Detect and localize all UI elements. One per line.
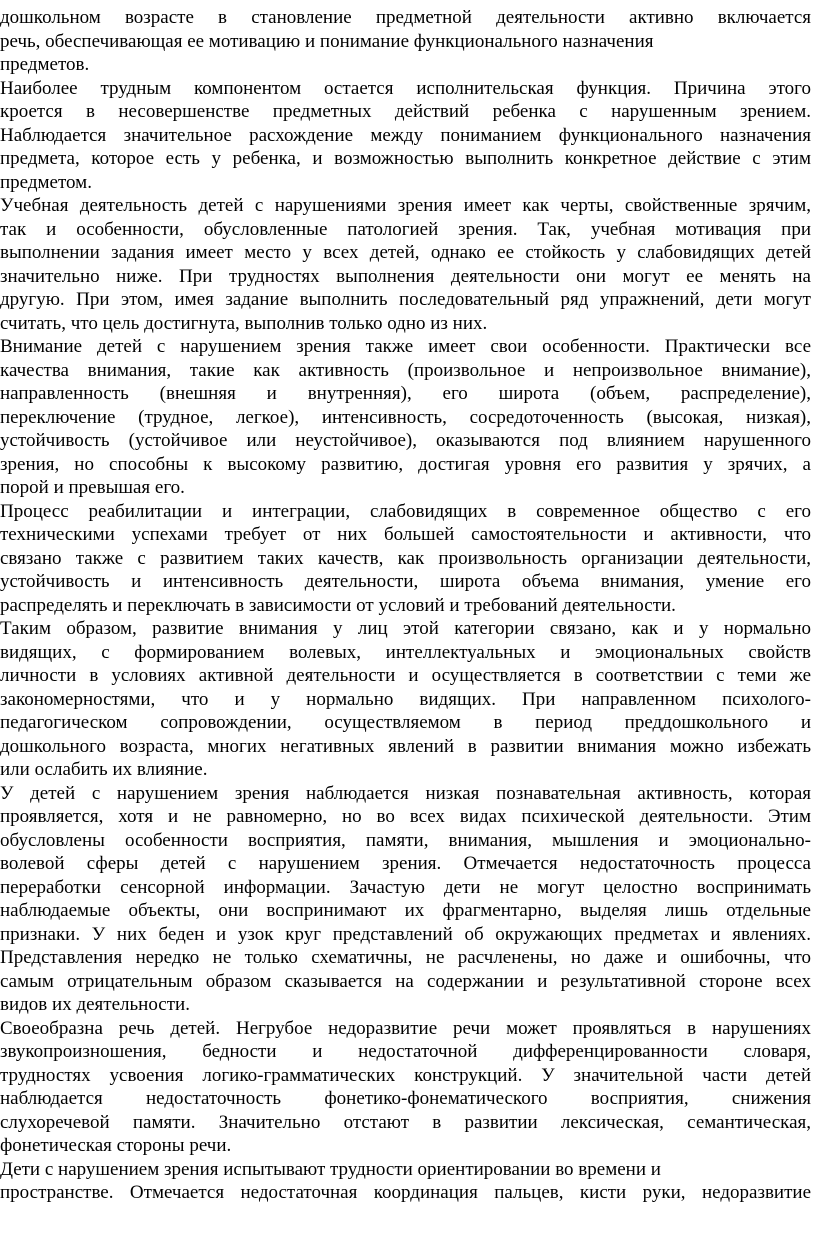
- text-line: закономерностями, что и у нормально видящих. При направленном психолого-: [0, 688, 811, 710]
- paragraph-9: [0, 1158, 811, 1205]
- paragraph-2: [0, 77, 811, 195]
- text-line: переработки сенсорной информации. Зачастую дети не могут целостно воспринимать: [0, 876, 811, 898]
- text-line: Учебная деятельность детей с нарушениями зрения имеет как черты, свойственные зрячим,: [0, 195, 811, 216]
- text-line: Таким образом, развитие внимания у лиц этой категории связано, как и у нормально: [0, 618, 811, 639]
- text-line: или ослабить их влияние.: [0, 759, 208, 780]
- text-line: устойчивость (устойчивое или неустойчивое), оказываются под влиянием нарушенного: [0, 430, 811, 451]
- text-line: кроется в несовершенстве предметных действий ребенка с нарушенным зрением.: [0, 101, 811, 122]
- text-line: У детей с нарушением зрения наблюдается низкая познавательная активность, которая: [0, 782, 811, 804]
- text-line: предмета, которое есть у ребенка, и возможностью выполнить конкретное действие с этим: [0, 148, 811, 169]
- text-line: связано также с развитием таких качеств, как произвольность организации деятельности,: [0, 547, 811, 569]
- text-line: дошкольном возрасте в становление предметной деятельности активно включается: [0, 7, 811, 28]
- text-line: наблюдаемые объекты, они воспринимают их фрагментарно, выделяя лишь отдельные: [0, 900, 811, 921]
- text-line: Внимание детей с нарушением зрения также имеет свои особенности. Практически все: [0, 336, 811, 357]
- paragraph-1: [0, 6, 811, 77]
- paragraph-8: [0, 1017, 811, 1158]
- text-line: признаки. У них беден и узок круг представлений об окружающих предметах и явлениях.: [0, 923, 811, 945]
- paragraph-4: [0, 335, 811, 500]
- text-line: наблюдается недостаточность фонетико-фонематического восприятия, снижения: [0, 1088, 811, 1109]
- text-line: переключение (трудное, легкое), интенсивность, сосредоточенность (высокая, низкая),: [0, 406, 811, 428]
- text-line: педагогическом сопровождении, осуществляемом в период преддошкольного и: [0, 712, 811, 733]
- text-line: проявляется, хотя и не равномерно, но во всех видах психической деятельности. Этим: [0, 806, 811, 827]
- paragraph-3: [0, 194, 811, 335]
- text-line: так и особенности, обусловленные патологией зрения. Так, учебная мотивация при: [0, 218, 811, 240]
- document-body: [0, 6, 811, 1205]
- text-line: Представления нередко не только схематичны, не расчленены, но даже и ошибочны, что: [0, 947, 811, 968]
- text-line: значительно ниже. При трудностях выполнения деятельности они могут ее менять на: [0, 265, 811, 287]
- text-line: предметом.: [0, 171, 92, 193]
- text-line: видящих, с формированием волевых, интеллектуальных и эмоциональных свойств: [0, 641, 811, 663]
- paragraph-6: [0, 617, 811, 782]
- text-line: волевой сферы детей с нарушением зрения. Отмечается недостаточность процесса: [0, 853, 811, 874]
- text-line: видов их деятельности.: [0, 994, 190, 1015]
- text-line: зрения, но способны к высокому развитию, достигая уровня его развития у зрячих, а: [0, 453, 811, 475]
- text-line: Процесс реабилитации и интеграции, слабовидящих в современное общество с его: [0, 500, 811, 522]
- text-line: личности в условиях активной деятельности и осуществляется в соответствии с теми же: [0, 665, 811, 686]
- text-line: слухоречевой памяти. Значительно отстают в развитии лексическая, семантическая,: [0, 1111, 811, 1133]
- text-line: обусловлены особенности восприятия, памяти, внимания, мышления и эмоционально-: [0, 829, 811, 851]
- text-line: фонетическая стороны речи.: [0, 1135, 232, 1156]
- text-line: самым отрицательным образом сказывается на содержании и результативной стороне всех: [0, 970, 811, 992]
- text-line: пространстве. Отмечается недостаточная координация пальцев, кисти руки, недоразвитие: [0, 1182, 811, 1203]
- text-line: Своеобразна речь детей. Негрубое недоразвитие речи может проявляться в нарушениях: [0, 1017, 811, 1039]
- paragraph-5: [0, 500, 811, 618]
- text-line: трудностях усвоения логико-грамматических конструкций. У значительной части детей: [0, 1064, 811, 1086]
- text-line: считать, что цель достигнута, выполнив только одно из них.: [0, 312, 488, 334]
- text-line: техническими успехами требует от них большей самостоятельности и активности, что: [0, 524, 811, 545]
- text-line: другую. При этом, имея задание выполнить последовательный ряд упражнений, дети могут: [0, 289, 811, 310]
- text-line: предметов.: [0, 54, 90, 75]
- text-line: Наиболее трудным компонентом остается исполнительская функция. Причина этого: [0, 77, 811, 99]
- paragraph-7: [0, 782, 811, 1017]
- text-line: звукопроизношения, бедности и недостаточной дифференцированности словаря,: [0, 1041, 811, 1062]
- text-line: дошкольного возраста, многих негативных явлений в развитии внимания можно избежать: [0, 735, 811, 757]
- text-line: направленность (внешняя и внутренняя), его широта (объем, распределение),: [0, 383, 811, 404]
- text-line: качества внимания, такие как активность (произвольное и непроизвольное внимание),: [0, 359, 811, 381]
- text-line: Наблюдается значительное расхождение между пониманием функционального назначения: [0, 124, 811, 146]
- text-line: устойчивость и интенсивность деятельности, широта объема внимания, умение его: [0, 571, 811, 592]
- text-line: порой и превышая его.: [0, 477, 185, 498]
- text-line: выполнении задания имеет место у всех детей, однако ее стойкость у слабовидящих детей: [0, 242, 811, 263]
- text-line: распределять и переключать в зависимости от условий и требований деятельности.: [0, 594, 676, 616]
- text-line: речь, обеспечивающая ее мотивацию и понимание функционального назначения: [0, 30, 654, 52]
- text-line: Дети с нарушением зрения испытывают трудности ориентировании во времени и: [0, 1158, 661, 1180]
